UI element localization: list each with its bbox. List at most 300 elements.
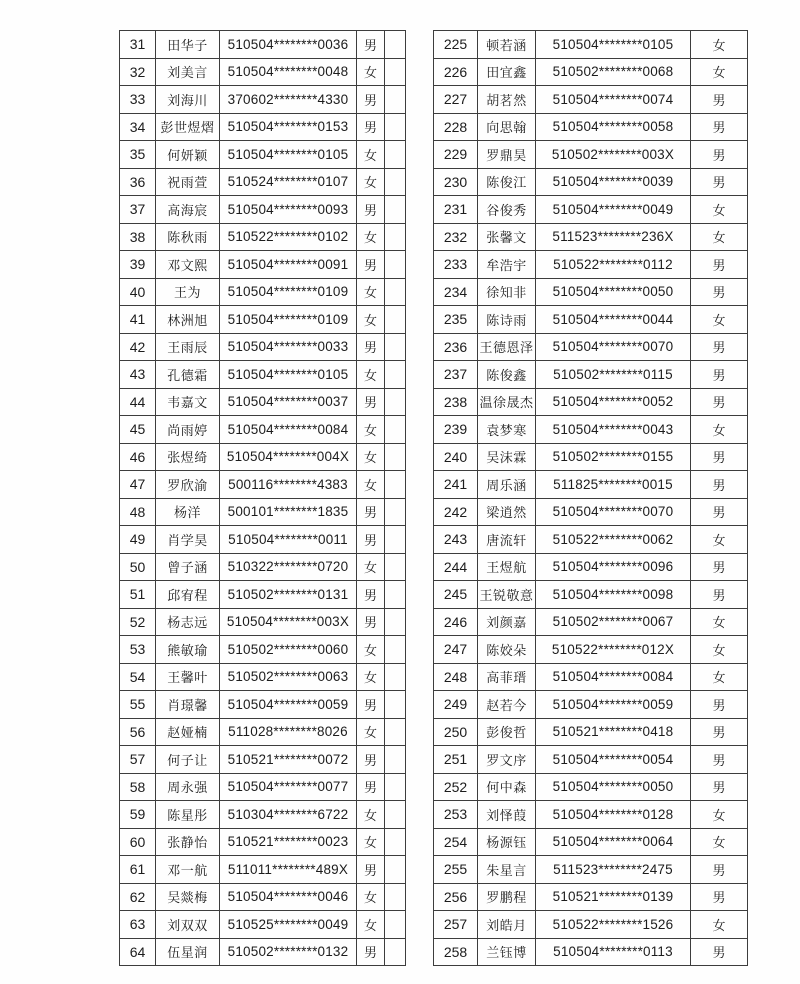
id-number-cell: 510504********0077	[220, 773, 357, 801]
name-cell: 徐知非	[478, 278, 536, 306]
id-number-cell: 510502********0060	[220, 636, 357, 664]
table-row	[434, 553, 748, 581]
name-cell: 陈星彤	[156, 801, 220, 829]
table-row	[120, 773, 406, 801]
id-number-cell: 510504********0058	[536, 113, 691, 141]
name-cell: 何中森	[478, 773, 536, 801]
gender-cell: 女	[357, 278, 385, 306]
table-row	[120, 58, 406, 86]
table-row	[120, 278, 406, 306]
table-row	[434, 86, 748, 114]
name-cell: 顿若涵	[478, 31, 536, 59]
gender-cell: 男	[691, 333, 748, 361]
gender-cell: 女	[357, 911, 385, 939]
table-row	[120, 306, 406, 334]
gender-cell: 男	[691, 471, 748, 499]
name-cell: 谷俊秀	[478, 196, 536, 224]
id-number-cell: 510504********0070	[536, 498, 691, 526]
id-number-cell: 510504********0052	[536, 388, 691, 416]
table-row	[434, 333, 748, 361]
table-row	[120, 938, 406, 966]
row-number-cell: 37	[120, 196, 156, 224]
row-number-cell: 258	[434, 938, 478, 966]
name-cell: 田华子	[156, 31, 220, 59]
empty-cell	[385, 911, 406, 939]
row-number-cell: 48	[120, 498, 156, 526]
name-cell: 高海宸	[156, 196, 220, 224]
empty-cell	[385, 333, 406, 361]
row-number-cell: 234	[434, 278, 478, 306]
id-number-cell: 510504********003X	[220, 608, 357, 636]
gender-cell: 男	[691, 498, 748, 526]
table-row	[120, 856, 406, 884]
table-row	[120, 801, 406, 829]
row-number-cell: 42	[120, 333, 156, 361]
row-number-cell: 50	[120, 553, 156, 581]
empty-cell	[385, 691, 406, 719]
id-number-cell: 511011********489X	[220, 856, 357, 884]
gender-cell: 女	[357, 636, 385, 664]
row-number-cell: 61	[120, 856, 156, 884]
table-row	[120, 223, 406, 251]
name-cell: 杨志远	[156, 608, 220, 636]
id-number-cell: 510304********6722	[220, 801, 357, 829]
row-number-cell: 39	[120, 251, 156, 279]
row-number-cell: 46	[120, 443, 156, 471]
table-row	[120, 663, 406, 691]
row-number-cell: 227	[434, 86, 478, 114]
table-row	[434, 608, 748, 636]
name-cell: 祝雨萱	[156, 168, 220, 196]
gender-cell: 女	[357, 553, 385, 581]
gender-cell: 女	[357, 416, 385, 444]
table-row	[120, 31, 406, 59]
id-number-cell: 510504********0046	[220, 883, 357, 911]
name-cell: 田宜鑫	[478, 58, 536, 86]
name-cell: 罗鹏程	[478, 883, 536, 911]
table-row	[434, 251, 748, 279]
row-number-cell: 57	[120, 746, 156, 774]
row-number-cell: 249	[434, 691, 478, 719]
id-number-cell: 510504********0049	[536, 196, 691, 224]
row-number-cell: 40	[120, 278, 156, 306]
id-number-cell: 510502********0131	[220, 581, 357, 609]
empty-cell	[385, 168, 406, 196]
row-number-cell: 60	[120, 828, 156, 856]
name-cell: 罗鼎昊	[478, 141, 536, 169]
empty-cell	[385, 223, 406, 251]
gender-cell: 男	[691, 691, 748, 719]
id-number-cell: 510504********0105	[220, 141, 357, 169]
name-cell: 梁逍然	[478, 498, 536, 526]
id-number-cell: 510524********0107	[220, 168, 357, 196]
id-number-cell: 511028********8026	[220, 718, 357, 746]
table-row	[434, 911, 748, 939]
name-cell: 赵若今	[478, 691, 536, 719]
table-row	[120, 471, 406, 499]
name-cell: 吴燚梅	[156, 883, 220, 911]
table-row	[120, 388, 406, 416]
table-row	[434, 223, 748, 251]
name-cell: 彭俊哲	[478, 718, 536, 746]
gender-cell: 男	[357, 388, 385, 416]
table-row	[120, 498, 406, 526]
gender-cell: 男	[357, 581, 385, 609]
gender-cell: 女	[691, 828, 748, 856]
table-row	[120, 141, 406, 169]
table-row	[434, 196, 748, 224]
table-row	[434, 856, 748, 884]
row-number-cell: 63	[120, 911, 156, 939]
id-number-cell: 510521********0072	[220, 746, 357, 774]
row-number-cell: 238	[434, 388, 478, 416]
gender-cell: 男	[691, 883, 748, 911]
gender-cell: 男	[357, 498, 385, 526]
row-number-cell: 52	[120, 608, 156, 636]
name-cell: 陈秋雨	[156, 223, 220, 251]
row-number-cell: 54	[120, 663, 156, 691]
gender-cell: 男	[691, 388, 748, 416]
id-number-cell: 510504********0153	[220, 113, 357, 141]
table-row	[434, 306, 748, 334]
table-row	[120, 691, 406, 719]
id-number-cell: 510504********0096	[536, 553, 691, 581]
row-number-cell: 228	[434, 113, 478, 141]
name-cell: 王锐敬意	[478, 581, 536, 609]
table-row	[120, 251, 406, 279]
table-row	[434, 773, 748, 801]
row-number-cell: 240	[434, 443, 478, 471]
id-number-cell: 510504********0074	[536, 86, 691, 114]
table-row	[120, 416, 406, 444]
empty-cell	[385, 113, 406, 141]
id-number-cell: 510504********0070	[536, 333, 691, 361]
empty-cell	[385, 526, 406, 554]
gender-cell: 女	[691, 196, 748, 224]
gender-cell: 女	[357, 801, 385, 829]
id-number-cell: 510504********0059	[536, 691, 691, 719]
name-cell: 张静怡	[156, 828, 220, 856]
name-cell: 王为	[156, 278, 220, 306]
row-number-cell: 47	[120, 471, 156, 499]
row-number-cell: 252	[434, 773, 478, 801]
row-number-cell: 59	[120, 801, 156, 829]
row-number-cell: 243	[434, 526, 478, 554]
table-row	[120, 581, 406, 609]
row-number-cell: 255	[434, 856, 478, 884]
empty-cell	[385, 801, 406, 829]
gender-cell: 男	[357, 526, 385, 554]
row-number-cell: 250	[434, 718, 478, 746]
name-cell: 唐流轩	[478, 526, 536, 554]
name-cell: 向思翰	[478, 113, 536, 141]
id-number-cell: 510504********0113	[536, 938, 691, 966]
gender-cell: 女	[691, 911, 748, 939]
empty-cell	[385, 663, 406, 691]
row-number-cell: 245	[434, 581, 478, 609]
gender-cell: 男	[691, 938, 748, 966]
id-number-cell: 510504********0084	[220, 416, 357, 444]
gender-cell: 男	[357, 691, 385, 719]
row-number-cell: 33	[120, 86, 156, 114]
gender-cell: 男	[357, 938, 385, 966]
id-number-cell: 510504********0098	[536, 581, 691, 609]
name-cell: 陈俊鑫	[478, 361, 536, 389]
name-cell: 吴沫霖	[478, 443, 536, 471]
table-row	[120, 113, 406, 141]
table-row	[120, 636, 406, 664]
table-row	[434, 636, 748, 664]
table-row	[434, 883, 748, 911]
id-number-cell: 510504********0091	[220, 251, 357, 279]
name-cell: 林洲旭	[156, 306, 220, 334]
empty-cell	[385, 86, 406, 114]
gender-cell: 男	[691, 168, 748, 196]
gender-cell: 女	[357, 443, 385, 471]
gender-cell: 男	[357, 113, 385, 141]
gender-cell: 女	[691, 58, 748, 86]
row-number-cell: 253	[434, 801, 478, 829]
name-cell: 高菲瑨	[478, 663, 536, 691]
row-number-cell: 244	[434, 553, 478, 581]
id-number-cell: 510504********0059	[220, 691, 357, 719]
gender-cell: 男	[691, 718, 748, 746]
id-number-cell: 511523********2475	[536, 856, 691, 884]
id-number-cell: 510504********0064	[536, 828, 691, 856]
table-row	[120, 333, 406, 361]
id-number-cell: 510504********0093	[220, 196, 357, 224]
id-number-cell: 511825********0015	[536, 471, 691, 499]
table-row	[120, 168, 406, 196]
id-number-cell: 510504********0084	[536, 663, 691, 691]
name-cell: 邓一航	[156, 856, 220, 884]
empty-cell	[385, 361, 406, 389]
gender-cell: 女	[357, 828, 385, 856]
table-row	[120, 553, 406, 581]
gender-cell: 女	[357, 361, 385, 389]
gender-cell: 男	[691, 141, 748, 169]
empty-cell	[385, 773, 406, 801]
empty-cell	[385, 278, 406, 306]
row-number-cell: 231	[434, 196, 478, 224]
gender-cell: 男	[691, 773, 748, 801]
table-row	[434, 416, 748, 444]
gender-cell: 女	[357, 471, 385, 499]
gender-cell: 男	[357, 86, 385, 114]
row-number-cell: 233	[434, 251, 478, 279]
empty-cell	[385, 608, 406, 636]
id-number-cell: 510502********0063	[220, 663, 357, 691]
name-cell: 牟浩宇	[478, 251, 536, 279]
row-number-cell: 51	[120, 581, 156, 609]
id-number-cell: 510502********003X	[536, 141, 691, 169]
row-number-cell: 230	[434, 168, 478, 196]
table-row	[120, 86, 406, 114]
name-cell: 王德恩泽	[478, 333, 536, 361]
row-number-cell: 41	[120, 306, 156, 334]
name-cell: 周永强	[156, 773, 220, 801]
empty-cell	[385, 581, 406, 609]
id-number-cell: 500101********1835	[220, 498, 357, 526]
empty-cell	[385, 883, 406, 911]
table-row	[434, 526, 748, 554]
row-number-cell: 49	[120, 526, 156, 554]
table-row	[120, 361, 406, 389]
row-number-cell: 62	[120, 883, 156, 911]
row-number-cell: 229	[434, 141, 478, 169]
id-number-cell: 510504********0033	[220, 333, 357, 361]
table-row	[434, 938, 748, 966]
left-roster-table-body	[120, 31, 406, 966]
gender-cell: 男	[691, 746, 748, 774]
left-roster-table	[119, 30, 406, 966]
id-number-cell: 500116********4383	[220, 471, 357, 499]
empty-cell	[385, 471, 406, 499]
id-number-cell: 510521********0023	[220, 828, 357, 856]
row-number-cell: 43	[120, 361, 156, 389]
row-number-cell: 53	[120, 636, 156, 664]
empty-cell	[385, 856, 406, 884]
empty-cell	[385, 388, 406, 416]
name-cell: 刘颜嘉	[478, 608, 536, 636]
gender-cell: 女	[357, 663, 385, 691]
id-number-cell: 510522********0062	[536, 526, 691, 554]
name-cell: 刘皓月	[478, 911, 536, 939]
table-row	[434, 141, 748, 169]
empty-cell	[385, 58, 406, 86]
id-number-cell: 511523********236X	[536, 223, 691, 251]
id-number-cell: 510504********0036	[220, 31, 357, 59]
id-number-cell: 510522********012X	[536, 636, 691, 664]
id-number-cell: 510322********0720	[220, 553, 357, 581]
name-cell: 陈姣朵	[478, 636, 536, 664]
name-cell: 兰钰博	[478, 938, 536, 966]
name-cell: 韦嘉文	[156, 388, 220, 416]
name-cell: 刘海川	[156, 86, 220, 114]
gender-cell: 男	[691, 86, 748, 114]
name-cell: 孔德霜	[156, 361, 220, 389]
table-row	[434, 31, 748, 59]
row-number-cell: 56	[120, 718, 156, 746]
gender-cell: 男	[357, 773, 385, 801]
name-cell: 何妍颖	[156, 141, 220, 169]
empty-cell	[385, 31, 406, 59]
table-row	[434, 471, 748, 499]
name-cell: 伍星润	[156, 938, 220, 966]
id-number-cell: 510504********0054	[536, 746, 691, 774]
id-number-cell: 510504********0011	[220, 526, 357, 554]
name-cell: 彭世煜熠	[156, 113, 220, 141]
name-cell: 陈俊江	[478, 168, 536, 196]
name-cell: 肖学昊	[156, 526, 220, 554]
id-number-cell: 510504********0050	[536, 773, 691, 801]
table-row	[120, 443, 406, 471]
row-number-cell: 34	[120, 113, 156, 141]
table-row	[434, 691, 748, 719]
gender-cell: 男	[691, 553, 748, 581]
name-cell: 朱星言	[478, 856, 536, 884]
id-number-cell: 510504********0039	[536, 168, 691, 196]
row-number-cell: 36	[120, 168, 156, 196]
table-row	[434, 581, 748, 609]
name-cell: 刘双双	[156, 911, 220, 939]
id-number-cell: 510504********0043	[536, 416, 691, 444]
id-number-cell: 510504********0037	[220, 388, 357, 416]
table-row	[434, 278, 748, 306]
table-row	[434, 388, 748, 416]
table-row	[434, 361, 748, 389]
right-roster-table	[433, 30, 748, 966]
table-row	[120, 746, 406, 774]
id-number-cell: 510522********0112	[536, 251, 691, 279]
row-number-cell: 31	[120, 31, 156, 59]
gender-cell: 男	[357, 333, 385, 361]
row-number-cell: 254	[434, 828, 478, 856]
row-number-cell: 256	[434, 883, 478, 911]
row-number-cell: 237	[434, 361, 478, 389]
table-row	[120, 718, 406, 746]
name-cell: 曾子涵	[156, 553, 220, 581]
gender-cell: 男	[357, 31, 385, 59]
row-number-cell: 257	[434, 911, 478, 939]
gender-cell: 男	[691, 278, 748, 306]
name-cell: 刘怿葭	[478, 801, 536, 829]
name-cell: 肖璟馨	[156, 691, 220, 719]
id-number-cell: 510504********0105	[220, 361, 357, 389]
row-number-cell: 232	[434, 223, 478, 251]
table-row	[434, 718, 748, 746]
row-number-cell: 225	[434, 31, 478, 59]
id-number-cell: 510502********0155	[536, 443, 691, 471]
name-cell: 刘美言	[156, 58, 220, 86]
name-cell: 张煜绮	[156, 443, 220, 471]
gender-cell: 男	[691, 856, 748, 884]
table-row	[120, 911, 406, 939]
gender-cell: 男	[357, 196, 385, 224]
name-cell: 王雨辰	[156, 333, 220, 361]
table-row	[434, 828, 748, 856]
id-number-cell: 510504********0128	[536, 801, 691, 829]
gender-cell: 男	[691, 113, 748, 141]
name-cell: 张馨文	[478, 223, 536, 251]
id-number-cell: 510504********0105	[536, 31, 691, 59]
table-row	[120, 608, 406, 636]
row-number-cell: 239	[434, 416, 478, 444]
name-cell: 王煜航	[478, 553, 536, 581]
table-row	[434, 663, 748, 691]
id-number-cell: 510502********0068	[536, 58, 691, 86]
row-number-cell: 44	[120, 388, 156, 416]
gender-cell: 男	[357, 856, 385, 884]
row-number-cell: 45	[120, 416, 156, 444]
gender-cell: 男	[357, 746, 385, 774]
gender-cell: 男	[691, 361, 748, 389]
row-number-cell: 35	[120, 141, 156, 169]
name-cell: 杨源钰	[478, 828, 536, 856]
name-cell: 杨洋	[156, 498, 220, 526]
gender-cell: 女	[691, 526, 748, 554]
id-number-cell: 510504********0044	[536, 306, 691, 334]
right-roster-table-body	[434, 31, 748, 966]
id-number-cell: 510504********0109	[220, 278, 357, 306]
row-number-cell: 55	[120, 691, 156, 719]
name-cell: 袁梦寒	[478, 416, 536, 444]
table-row	[120, 196, 406, 224]
empty-cell	[385, 746, 406, 774]
table-row	[434, 58, 748, 86]
id-number-cell: 510502********0115	[536, 361, 691, 389]
row-number-cell: 38	[120, 223, 156, 251]
